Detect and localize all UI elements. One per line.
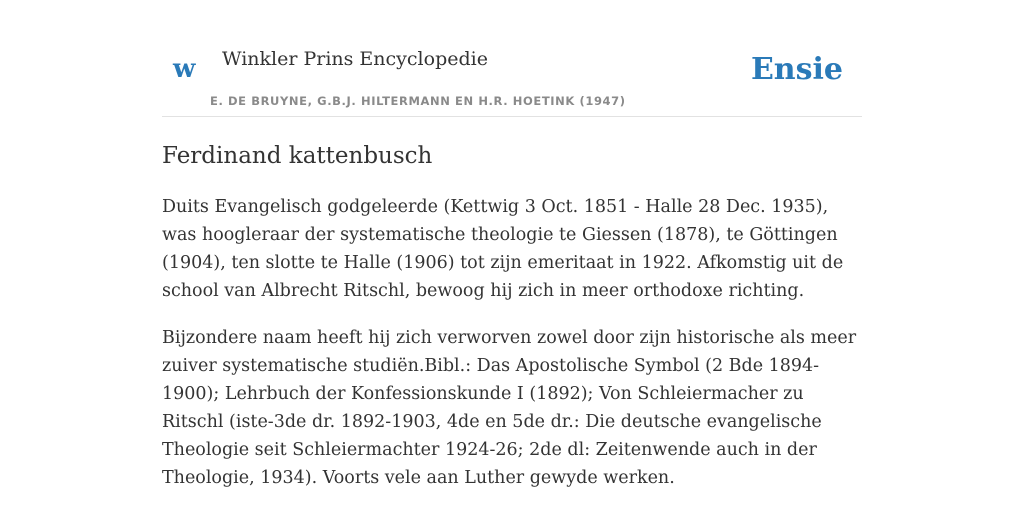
ensie-logo[interactable]: Ensie (750, 52, 843, 87)
source-header (162, 0, 862, 117)
page-content (162, 0, 862, 492)
entry-title: Ferdinand kattenbusch (162, 143, 433, 169)
source-logo-icon[interactable]: w (173, 54, 196, 84)
source-title-link[interactable]: Winkler Prins Encyclopedie (222, 48, 488, 70)
source-authors: E. DE BRUYNE, G.B.J. HILTERMANN EN H.R. HOETINK (1947) (210, 94, 626, 108)
entry-paragraph-2: Bijzondere naam heeft hij zich verworven zowel door zijn historische als meer zuiver systematische studiën.Bibl.: Das Apostolische Symbol (2 Bde 1894-1900); Lehrbuch der Konfessionskunde I (1892); Von Schleiermacher zu Ritschl (iste-3de dr. 1892-1903, 4de en 5de dr.: Die deutsche evangelische Theologie seit Schleiermachter 1924-26; 2de dl: Zeitenwende auch in der Theologie, 1934). Voorts vele aan Luther gewyde werken. (162, 328, 857, 488)
entry-paragraph-1: Duits Evangelisch godgeleerde (Kettwig 3 Oct. 1851 - Halle 28 Dec. 1935), was hoogleraar der systematische theologie te Giessen (1878), te Göttingen (1904), ten slotte te Halle (1906) tot zijn emeritaat in 1922. Afkomstig uit de school van Albrecht Ritschl, bewoog hij zich in meer orthodoxe richting. (162, 197, 844, 301)
